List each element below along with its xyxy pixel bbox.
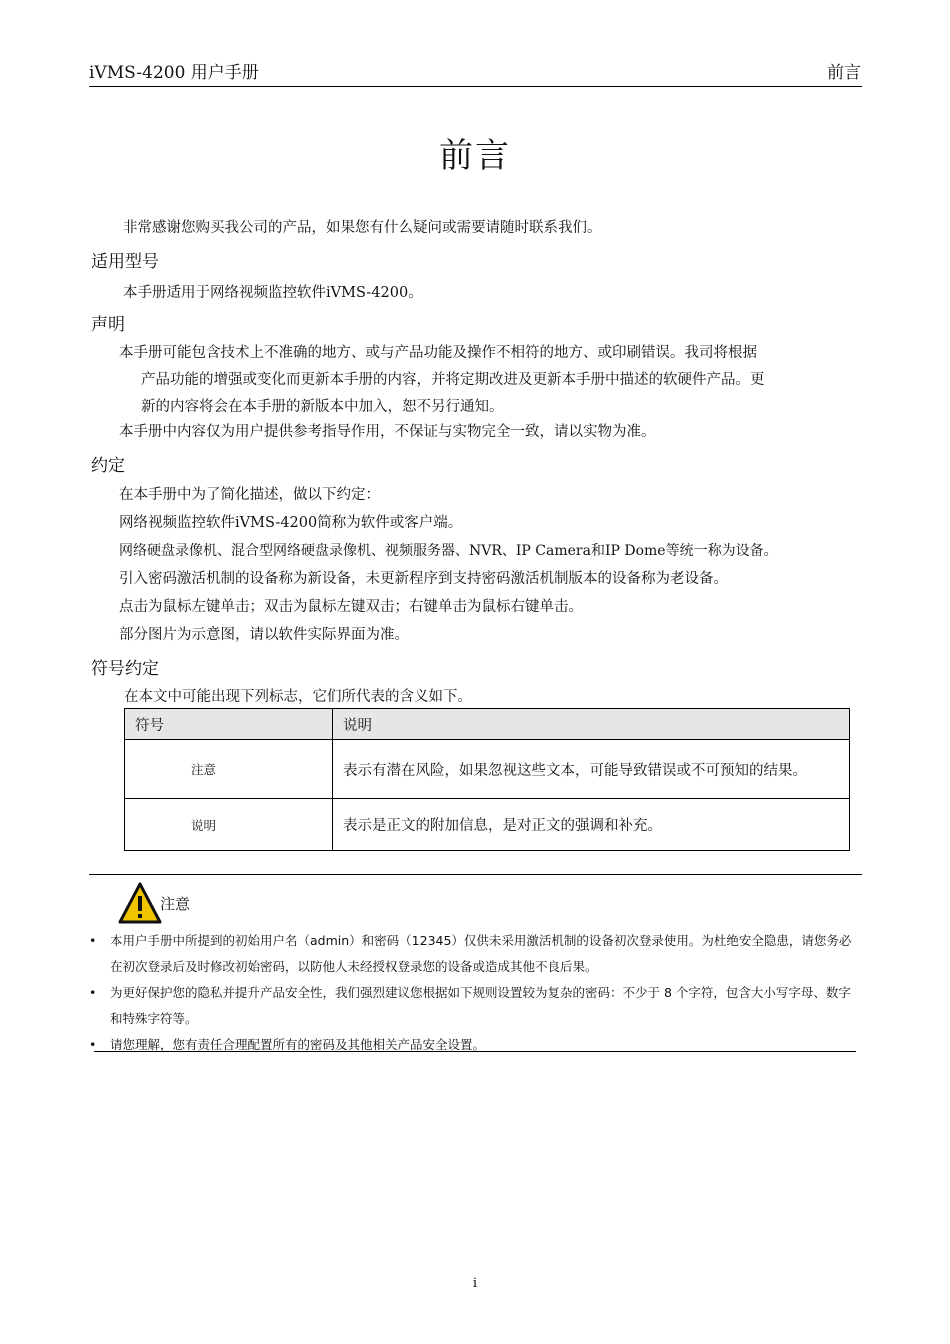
warning-icon (118, 882, 162, 928)
bullet-dot-icon: • (89, 933, 97, 948)
notice-top-divider (89, 874, 862, 875)
symbols-table (124, 708, 850, 851)
convention-item: 网络视频监控软件iVMS-4200简称为软件或客户端。 (119, 515, 463, 531)
header-divider (89, 86, 862, 87)
notice-bullet-text: 本用户手册中所提到的初始用户名（admin）和密码（12345）仅供未采用激活机制的设备初次登录使用。为杜绝安全隐患，请您务必在初次登录后及时修改初始密码，以防他人未经授权登录您的设备或造成其他不良后果。 (110, 933, 852, 974)
notice-bullet-text: 为更好保护您的隐私并提升产品安全性，我们强烈建议您根据如下规则设置较为复杂的密码：不少于 8 个字符，包含大小写字母、数字和特殊字符等。 (110, 985, 851, 1026)
convention-item: 引入密码激活机制的设备称为新设备，未更新程序到支持密码激活机制版本的设备称为老设备。 (119, 571, 728, 587)
page-title: 前言 (439, 136, 511, 176)
notice-bullet-text: 请您理解，您有责任合理配置所有的密码及其他相关产品安全设置。 (110, 1037, 486, 1052)
table-cell-description: 表示是正文的附加信息，是对正文的强调和补充。 (333, 799, 850, 851)
bullet-dot-icon: • (89, 985, 97, 1000)
statement-paragraph (119, 340, 861, 421)
statement-line-3: 新的内容将会在本手册的新版本中加入，恕不另行通知。 (141, 399, 504, 415)
table-header-row (125, 709, 850, 740)
notice-label: 注意 (160, 895, 191, 913)
statement-line-1: 本手册可能包含技术上不准确的地方、或与产品功能及操作不相符的地方、或印刷错误。我司将根据 (119, 345, 757, 361)
notice-bullet (89, 1032, 859, 1058)
statement-paragraph-2: 本手册中内容仅为用户提供参考指导作用，不保证与实物完全一致，请以实物为准。 (119, 424, 656, 440)
convention-item: 点击为鼠标左键单击；双击为鼠标左键双击；右键单击为鼠标右键单击。 (119, 599, 583, 615)
notice-bullet (89, 980, 859, 1032)
models-text: 本手册适用于网络视频监控软件iVMS-4200。 (123, 285, 423, 301)
table-cell-symbol: 注意 (125, 740, 333, 799)
bullet-dot-icon: • (89, 1037, 97, 1052)
heading-statement: 声明 (91, 315, 125, 335)
table-header-description: 说明 (333, 709, 850, 740)
heading-symbols: 符号约定 (91, 659, 159, 679)
notice-bottom-divider (94, 1051, 856, 1052)
statement-line-2: 产品功能的增强或变化而更新本手册的内容，并将定期改进及更新本手册中描述的软硬件产品。更 (141, 372, 765, 388)
heading-models: 适用型号 (91, 252, 159, 272)
header-title: iVMS-4200 用户手册 (89, 63, 259, 83)
intro-text: 非常感谢您购买我公司的产品，如果您有什么疑问或需要请随时联系我们。 (123, 220, 602, 236)
convention-item: 网络硬盘录像机、混合型网络硬盘录像机、视频服务器、NVR、IP Camera和IP Dome等统一称为设备。 (119, 543, 778, 559)
page-number: i (472, 1276, 478, 1291)
table-row (125, 799, 850, 851)
header-section: 前言 (827, 63, 861, 83)
convention-item: 部分图片为示意图，请以软件实际界面为准。 (119, 627, 409, 643)
table-cell-symbol: 说明 (125, 799, 333, 851)
convention-item: 在本手册中为了简化描述，做以下约定： (119, 487, 380, 503)
table-row (125, 740, 850, 799)
table-cell-description: 表示有潜在风险，如果忽视这些文本，可能导致错误或不可预知的结果。 (333, 740, 850, 799)
heading-conventions: 约定 (91, 456, 125, 476)
table-header-symbol: 符号 (125, 709, 333, 740)
notice-bullet-list (89, 928, 859, 1058)
symbols-intro: 在本文中可能出现下列标志，它们所代表的含义如下。 (124, 689, 472, 705)
notice-bullet (89, 928, 859, 980)
